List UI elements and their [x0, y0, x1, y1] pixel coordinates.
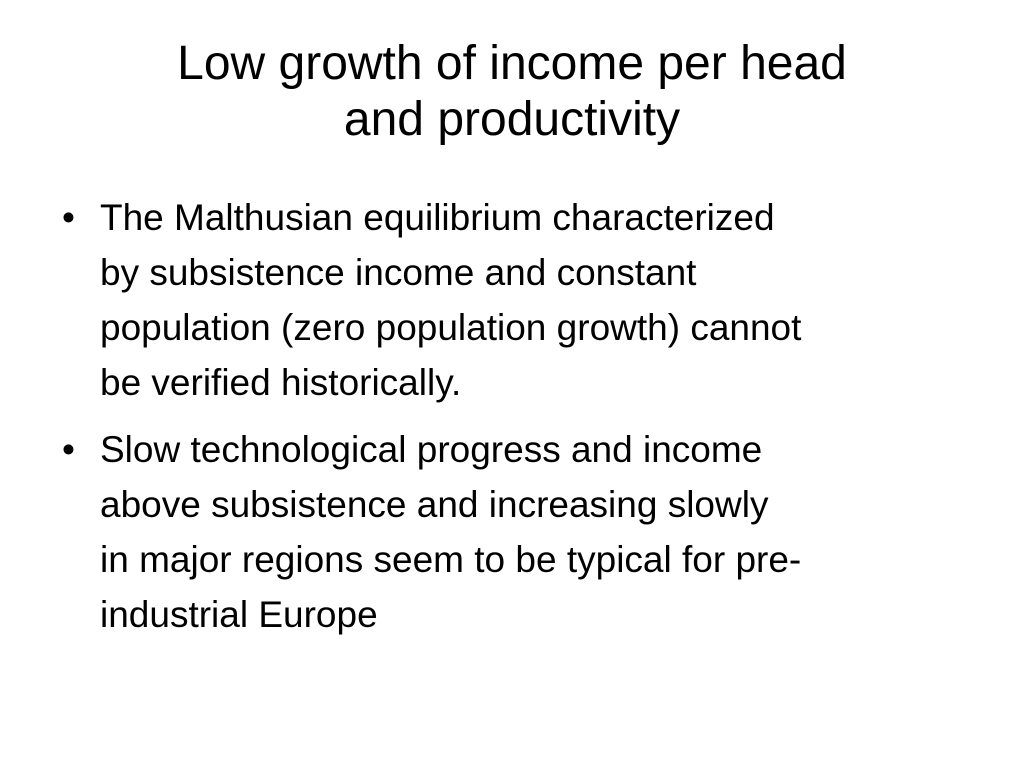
bullet-dot-icon: • [62, 197, 75, 238]
bullet-text-line: above subsistence and increasing slowly [100, 484, 769, 525]
bullet-text-line: industrial Europe [100, 594, 378, 635]
bullet-text-line: in major regions seem to be typical for pre- [100, 539, 802, 580]
bullet-item-malthusian [60, 190, 970, 410]
slide-title-line: Low growth of income per head [177, 37, 847, 90]
bullet-text-line: by subsistence income and constant [100, 252, 697, 293]
slide-title-line: and productivity [343, 93, 681, 146]
bullet-dot-icon: • [62, 429, 75, 470]
bullet-text-line: The Malthusian equilibrium characterized [100, 197, 775, 238]
bullet-text-line: population (zero population growth) cannot [100, 307, 802, 348]
bullet-list [60, 190, 970, 654]
bullet-item-technological-progress [60, 422, 970, 642]
bullet-text-line: Slow technological progress and income [100, 429, 763, 470]
bullet-text-line: be verified historically. [100, 362, 462, 403]
slide-title [60, 36, 964, 148]
